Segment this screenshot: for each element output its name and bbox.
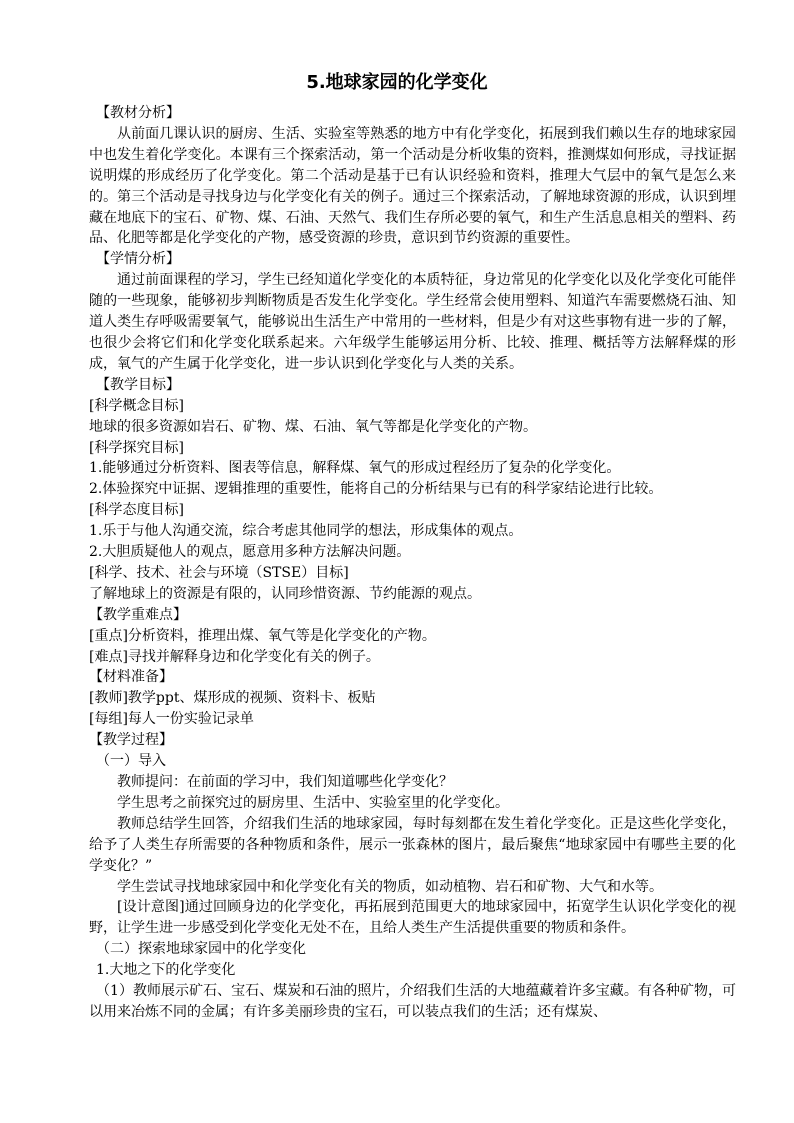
document-body: [89, 103, 736, 1023]
inquiry-goal-item: 1.能够通过分析资料、图表等信息，解释煤、氧气的形成过程经历了复杂的化学变化。: [89, 460, 621, 477]
document-title: 5.地球家园的化学变化: [306, 72, 488, 93]
stse-goal-text: 了解地球上的资源是有限的，认同珍惜资源、节约能源的观点。: [89, 585, 481, 602]
teaching-goals-heading: 【教学目标】: [96, 376, 180, 393]
intro-paragraph: 教师提问：在前面的学习中，我们知道哪些化学变化？: [117, 774, 453, 790]
inquiry-goal-label: [科学探究目标]: [89, 439, 184, 456]
student-analysis-heading: 【学情分析】: [96, 251, 180, 268]
textbook-analysis-paragraph: 从前面几课认识的厨房、生活、实验室等熟悉的地方中有化学变化，拓展到我们赖以生存的地球家园中也发生着化学变化。本课有三个探索活动，第一个活动是分析收集的资料，推测煤如何形成，寻找证据说明煤的形成经历了化学变化。第二个活动是基于已有认识经验和资料，推理大气层中的氧气是怎么来的。第三个活动是寻找身边与化学变化有关的例子。通过三个探索活动，了解地球资源的形成，认识到埋藏在地底下的宝石、矿物、煤、石油、天然气、我们生存所必要的氧气，和生产生活息息相关的塑料、药品、化肥等都是化学变化的产物，感受资源的珍贵，意识到节约资源的重要性。: [89, 125, 736, 247]
attitude-goal-item: 2.大胆质疑他人的观点，愿意用多种方法解决问题。: [89, 544, 411, 561]
explore-subsection-title: 1.大地之下的化学变化: [96, 962, 236, 979]
inquiry-goal-item: 2.体验探究中证据、逻辑推理的重要性，能将自己的分析结果与已有的科学家结论进行比较。: [89, 481, 663, 498]
design-intent-paragraph: [设计意图]通过回顾身边的化学变化，再拓展到范围更大的地球家园中，拓宽学生认识化学变化的视野，让学生进一步感受到化学变化无处不在，且给人类生产生活提供重要的物质和条件。: [89, 899, 736, 937]
concept-goal-text: 地球的很多资源如岩石、矿物、煤、石油、氧气等都是化学变化的产物。: [89, 418, 537, 435]
materials-group: [每组]每人一份实验记录单: [89, 711, 254, 728]
key-point-focus: [重点]分析资料，推理出煤、氧气等是化学变化的产物。: [89, 627, 436, 644]
explore-paragraph: （1）教师展示矿石、宝石、煤炭和石油的照片，介绍我们生活的大地蕴藏着许多宝藏。有各种矿物，可以用来冶炼不同的金属；有许多美丽珍贵的宝石，可以装点我们的生活；还有煤炭、: [89, 983, 736, 1020]
concept-goal-label: [科学概念目标]: [89, 397, 184, 414]
intro-section-label: （一）导入: [96, 753, 166, 770]
materials-heading: 【材料准备】: [89, 669, 173, 686]
intro-paragraph: 学生思考之前探究过的厨房里、生活中、实验室里的化学变化。: [117, 794, 509, 811]
key-points-heading: 【教学重难点】: [89, 606, 187, 623]
key-point-difficulty: [难点]寻找并解释身边和化学变化有关的例子。: [89, 648, 380, 665]
textbook-analysis-heading: 【教材分析】: [96, 105, 180, 121]
intro-paragraph: 学生尝试寻找地球家园中和化学变化有关的物质，如动植物、岩石和矿物、大气和水等。: [117, 878, 663, 895]
attitude-goal-item: 1.乐于与他人沟通交流，综合考虑其他同学的想法，形成集体的观点。: [89, 523, 523, 540]
teaching-process-heading: 【教学过程】: [89, 732, 173, 749]
attitude-goal-label: [科学态度目标]: [89, 502, 184, 519]
materials-teacher: [教师]教学ppt、煤形成的视频、资料卡、板贴: [89, 690, 376, 707]
stse-goal-label: [科学、技术、社会与环境（STSE）目标]: [89, 564, 349, 581]
intro-paragraph: 教师总结学生回答，介绍我们生活的地球家园，每时每刻都在发生着化学变化。正是这些化学变化，给予了人类生存所需要的各种物质和条件，展示一张森林的图片，最后聚焦“地球家园中有哪些主要的化学变化？”: [89, 815, 736, 874]
student-analysis-paragraph: 通过前面课程的学习，学生已经知道化学变化的本质特征，身边常见的化学变化以及化学变化可能伴随的一些现象，能够初步判断物质是否发生化学变化。学生经常会使用塑料、知道汽车需要燃烧石油、知道人类生存呼吸需要氧气，能够说出生活生产中常用的一些材料，但是少有对这些事物有进一步的了解，也很少会将它们和化学变化联系起来。六年级学生能够运用分析、比较、推理、概括等方法解释煤的形成，氧气的产生属于化学变化，进一步认识到化学变化与人类的关系。: [89, 272, 736, 372]
explore-section-label: （二）探索地球家园中的化学变化: [96, 941, 306, 958]
